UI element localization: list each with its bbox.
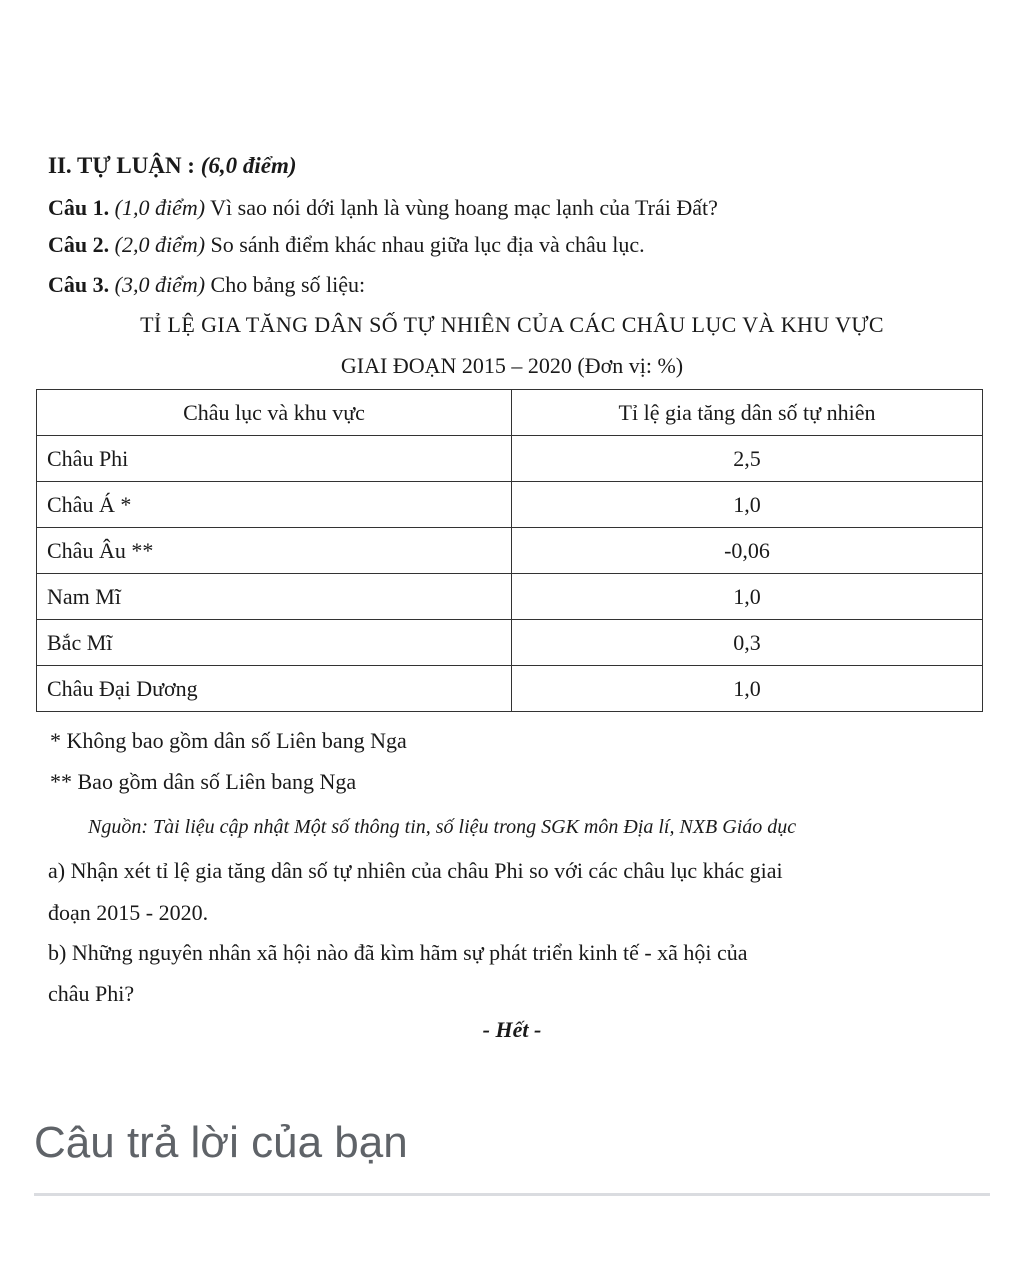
table-row <box>37 666 983 712</box>
table-row <box>37 620 983 666</box>
question-1 <box>48 194 718 222</box>
rate-cell: -0,06 <box>512 528 983 574</box>
question-1-text: Vì sao nói dới lạnh là vùng hoang mạc lạnh của Trái Đất? <box>210 195 718 220</box>
part-b-line-1: b) Những nguyên nhân xã hội nào đã kìm hãm sự phát triển kinh tế - xã hội của <box>48 940 748 965</box>
rate-cell: 1,0 <box>512 574 983 620</box>
question-2-points: (2,0 điểm) <box>114 232 206 257</box>
answer-input-underline[interactable] <box>34 1193 990 1196</box>
region-cell: Châu Phi <box>37 436 512 482</box>
rate-cell: 1,0 <box>512 482 983 528</box>
rate-cell: 2,5 <box>512 436 983 482</box>
answer-section-title: Câu trả lời của bạn <box>34 1118 408 1167</box>
table-row <box>37 436 983 482</box>
region-cell: Châu Âu ** <box>37 528 512 574</box>
footnote-europe: ** Bao gồm dân số Liên bang Nga <box>50 769 357 794</box>
rate-cell: 1,0 <box>512 666 983 712</box>
question-2-text: So sánh điểm khác nhau giữa lục địa và châu lục. <box>210 232 645 257</box>
rate-cell: 0,3 <box>512 620 983 666</box>
header-rate: Tỉ lệ gia tăng dân số tự nhiên <box>512 390 983 436</box>
table-row <box>37 482 983 528</box>
section-heading-points: (6,0 điểm) <box>200 153 297 178</box>
table-title-line-2: GIAI ĐOẠN 2015 – 2020 (Đơn vị: %) <box>340 353 684 378</box>
region-cell: Bắc Mĩ <box>37 620 512 666</box>
table-title-line-1: TỈ LỆ GIA TĂNG DÂN SỐ TỰ NHIÊN CỦA CÁC CHÂU LỤC VÀ KHU VỰC <box>140 312 884 337</box>
question-1-label: Câu 1. <box>48 195 110 220</box>
question-3-label: Câu 3. <box>48 272 110 297</box>
question-2-label: Câu 2. <box>48 232 110 257</box>
section-heading-label: II. TỰ LUẬN : <box>48 153 201 178</box>
question-3 <box>48 271 365 299</box>
region-cell: Châu Đại Dương <box>37 666 512 712</box>
part-b-line-2: châu Phi? <box>48 981 135 1006</box>
header-region: Châu lục và khu vực <box>37 390 512 436</box>
region-cell: Nam Mĩ <box>37 574 512 620</box>
question-3-points: (3,0 điểm) <box>114 272 206 297</box>
source-citation: Nguồn: Tài liệu cập nhật Một số thông tin, số liệu trong SGK môn Địa lí, NXB Giáo dục <box>88 816 797 838</box>
question-2 <box>48 231 645 259</box>
section-heading <box>48 152 297 180</box>
region-cell: Châu Á * <box>37 482 512 528</box>
end-marker: - Hết - <box>482 1017 542 1042</box>
part-a-line-1: a) Nhận xét tỉ lệ gia tăng dân số tự nhiên của châu Phi so với các châu lục khác giai <box>48 858 783 883</box>
population-growth-table <box>36 389 983 712</box>
table-header-row <box>37 390 983 436</box>
question-3-text: Cho bảng số liệu: <box>210 272 366 297</box>
footnote-asia: * Không bao gồm dân số Liên bang Nga <box>50 728 407 753</box>
part-a-line-2: đoạn 2015 - 2020. <box>48 900 209 925</box>
table-row <box>37 574 983 620</box>
question-1-points: (1,0 điểm) <box>114 195 206 220</box>
table-row <box>37 528 983 574</box>
